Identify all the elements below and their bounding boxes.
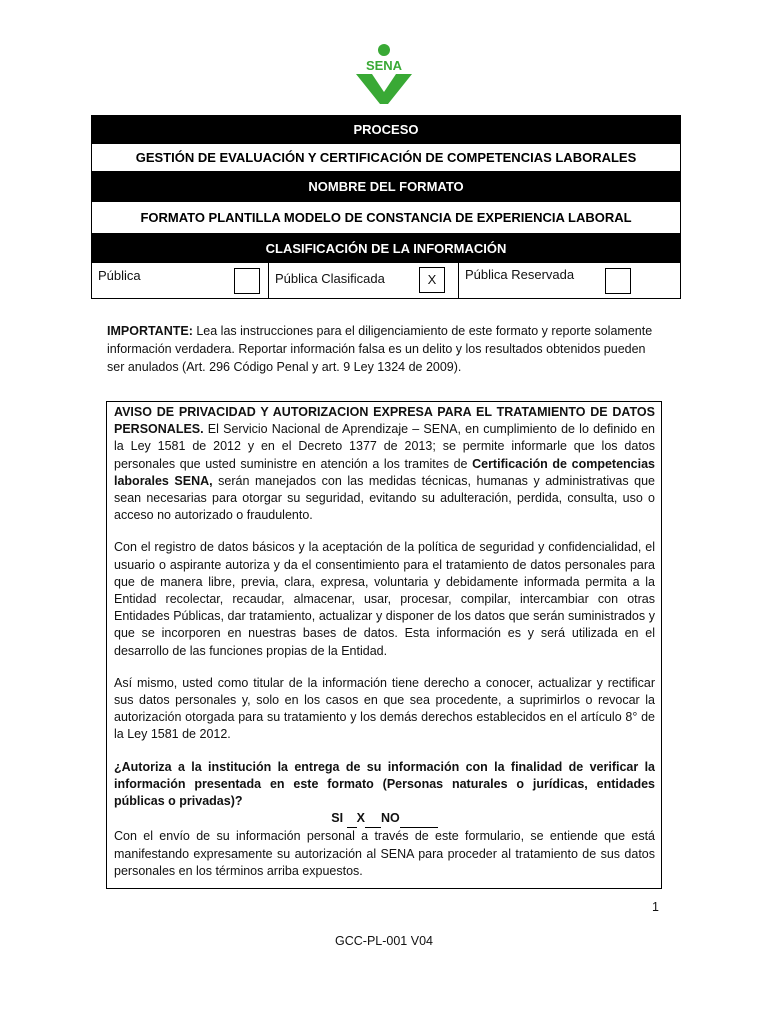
sena-logo	[352, 42, 416, 104]
logo-text: SENA	[365, 58, 403, 73]
proceso-value: GESTIÓN DE EVALUACIÓN Y CERTIFICACIÓN DE COMPETENCIAS LABORALES	[92, 143, 680, 171]
checkbox-publica-reservada[interactable]	[605, 268, 631, 294]
option-label: Pública Clasificada	[275, 271, 385, 286]
notice-p1-bold: Certificación de competencias laborales SENA,	[114, 456, 655, 488]
no-mark[interactable]	[400, 810, 438, 828]
notice-closing: Con el envío de su información personal a través de este formulario, se entiende que está manifestando expresamente su autorización al SENA para proceder al tratamiento de sus datos personales en los términos arriba expuestos.	[114, 829, 655, 878]
notice-p2: Con el registro de datos básicos y la aceptación de la política de seguridad y confidencialidad, el usuario o aspirante autoriza y da el consentimiento para el tratamiento de datos personales para que de manera libre, previa, clara, expresa, voluntaria y debidamente informada permita a la Entidad recolectar, recaudar, almacenar, usar, procesar, compilar, intercambiar con otras Entidades Públicas, dar tratamiento, actualizar y disponer de los datos que serán suministrados y que se incorporen en nuestras bases de datos. Esta información es y será utilizada en el desarrollo de las funciones propias de la Entidad.	[114, 540, 655, 658]
si-mark[interactable]: X	[356, 811, 365, 826]
privacy-notice	[106, 401, 662, 889]
notice-p3: Así mismo, usted como titular de la información tiene derecho a conocer, actualizar y rectificar sus datos personales y, solo en los casos en que sea procedente, a suprimirlos o revocar la autorización otorgada para su tratamiento y los demás derechos establecidos en el artículo 8° de la Ley 1581 de 2012.	[114, 675, 655, 742]
formato-label: NOMBRE DEL FORMATO	[92, 171, 680, 201]
proceso-label: PROCESO	[92, 116, 680, 143]
notice-p1-a: El Servicio Nacional de Aprendizaje – SENA, en cumplimiento de lo definido en la Ley 1581 de 2012 y en el Decreto 1377 de 2013; se permite informarle que los datos personales que usted suministre en atención a los tramites de	[114, 422, 655, 471]
notice-question: ¿Autoriza a la institución la entrega de su información con la finalidad de verificar la información presentada en este formato (Personas naturales o jurídicas, entidades públicas o privadas)?	[114, 759, 655, 809]
clasificacion-label: CLASIFICACIÓN DE LA INFORMACIÓN	[92, 233, 680, 262]
si-label: SI	[331, 811, 344, 826]
importante-note	[107, 322, 663, 376]
importante-text: Lea las instrucciones para el diligenciamiento de este formato y reporte solamente información verdadera. Reportar información falsa es un delito y los resultados obtenidos pueden ser anulados (Art. 296 Código Penal y art. 9 Ley 1324 de 2009).	[107, 324, 653, 374]
importante-label: IMPORTANTE:	[107, 324, 193, 338]
option-label: Pública Reservada	[465, 267, 575, 282]
notice-title: AVISO DE PRIVACIDAD Y AUTORIZACION EXPRESA PARA EL TRATAMIENTO DE DATOS PERSONALES.	[114, 405, 655, 437]
no-label: NO	[380, 811, 400, 826]
option-publica-clasificada	[268, 263, 458, 298]
page-number: 1	[652, 900, 659, 914]
header-table	[91, 115, 681, 299]
checkbox-publica-clasificada[interactable]: X	[419, 267, 445, 293]
option-publica	[92, 263, 268, 298]
option-publica-reservada	[458, 263, 678, 298]
notice-p1-b: serán manejados con las medidas técnicas, humanas y administrativas que sean necesarias para otorgar su seguridad, evitando su adulteración, perdida, consulta, uso o acceso no autorizado o fraudulento.	[114, 473, 655, 523]
option-label: Pública	[98, 268, 141, 283]
document-code: GCC-PL-001 V04	[335, 934, 433, 948]
formato-value: FORMATO PLANTILLA MODELO DE CONSTANCIA DE EXPERIENCIA LABORAL	[92, 201, 680, 233]
authorization-answer	[114, 810, 655, 828]
clasificacion-options	[92, 262, 680, 298]
checkbox-publica[interactable]	[234, 268, 260, 294]
